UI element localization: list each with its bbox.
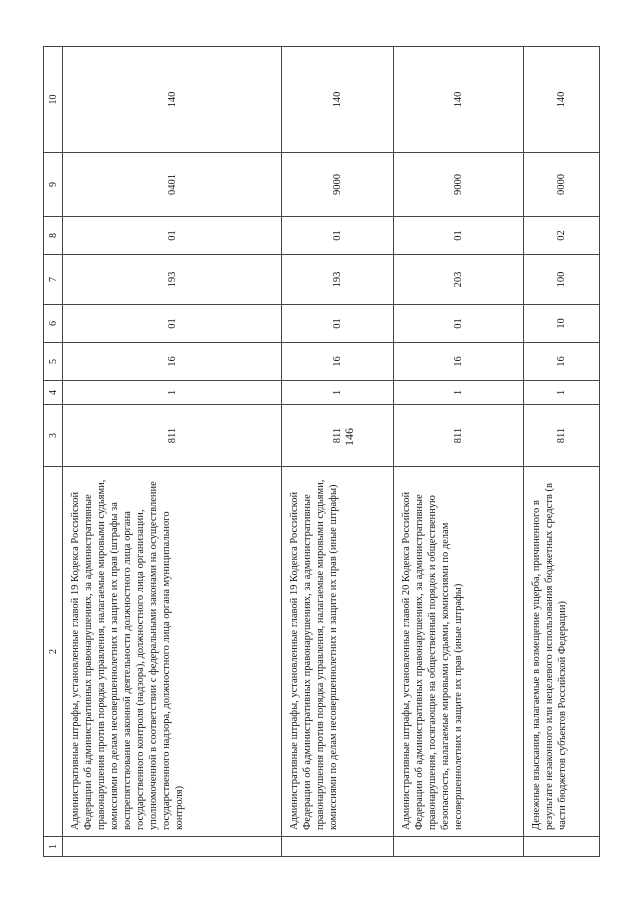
row-number-cell (524, 837, 600, 857)
budget-classification-table (43, 46, 600, 857)
header-cell: 6 (44, 305, 63, 343)
code-cell: 10 (524, 305, 600, 343)
description-cell: Денежные взыскания, налагаемые в возмещение ущерба, причиненного в результате незаконного или нецелевого использования бюджетных средств (в части бюджетов субъектов Российской Федерации) (524, 467, 600, 837)
code-cell: 193 (63, 255, 282, 305)
row-number-cell (282, 837, 394, 857)
code-cell: 140 (63, 47, 282, 153)
header-cell: 1 (44, 837, 63, 857)
code-cell: 01 (282, 217, 394, 255)
header-cell: 10 (44, 47, 63, 153)
code-cell: 16 (524, 343, 600, 381)
row-number-cell (394, 837, 524, 857)
document-sheet (43, 47, 598, 857)
code-cell: 100 (524, 255, 600, 305)
header-cell: 3 (44, 405, 63, 467)
code-cell: 1 (524, 381, 600, 405)
description-cell: Административные штрафы, установленные главой 19 Кодекса Российской Федерации об административных правонарушениях, за административные правонарушения против порядка управления, налагаемые мировыми судьями, комиссиями по делам несовершеннолетних и защите их прав (иные штрафы) (282, 467, 394, 837)
header-cell: 8 (44, 217, 63, 255)
table-row (524, 47, 600, 857)
code-cell: 140 (394, 47, 524, 153)
code-cell: 811 (282, 405, 394, 467)
description-cell: Административные штрафы, установленные главой 19 Кодекса Российской Федерации об административных правонарушениях, за административные правонарушения против порядка управления, налагаемые мировыми судьями, комиссиями по делам несовершеннолетних и защите их прав (штрафы за воспрепятствование законной деятельности должностного лица органа государственного контроля (надзора), должностного лица организации, уполномоченной в соответствии с федеральными законами на осуществление государственного надзора, должностного лица органа муниципального контроля) (63, 467, 282, 837)
code-cell: 140 (524, 47, 600, 153)
code-cell: 203 (394, 255, 524, 305)
table-row (63, 47, 282, 857)
code-cell: 811 (524, 405, 600, 467)
code-cell: 16 (394, 343, 524, 381)
code-cell: 1 (394, 381, 524, 405)
code-cell: 9000 (282, 153, 394, 217)
page-number: 146 (342, 428, 356, 446)
header-row (44, 47, 63, 857)
header-cell: 2 (44, 467, 63, 837)
code-cell: 01 (394, 217, 524, 255)
code-cell: 0000 (524, 153, 600, 217)
code-cell: 811 (394, 405, 524, 467)
row-number-cell (63, 837, 282, 857)
code-cell: 811 (63, 405, 282, 467)
table-row (282, 47, 394, 857)
header-cell: 9 (44, 153, 63, 217)
code-cell: 16 (63, 343, 282, 381)
code-cell: 01 (63, 305, 282, 343)
code-cell: 02 (524, 217, 600, 255)
code-cell: 1 (282, 381, 394, 405)
code-cell: 0401 (63, 153, 282, 217)
code-cell: 9000 (394, 153, 524, 217)
header-cell: 7 (44, 255, 63, 305)
code-cell: 193 (282, 255, 394, 305)
description-cell: Административные штрафы, установленные главой 20 Кодекса Российской Федерации об административных правонарушениях, за административные правонарушения, посягающие на общественный порядок и общественную безопасность, налагаемые мировыми судьями, комиссиями по делам несовершеннолетних и защите их прав (иные штрафы) (394, 467, 524, 837)
code-cell: 01 (394, 305, 524, 343)
code-cell: 01 (282, 305, 394, 343)
code-cell: 01 (63, 217, 282, 255)
header-cell: 4 (44, 381, 63, 405)
header-cell: 5 (44, 343, 63, 381)
code-cell: 1 (63, 381, 282, 405)
code-cell: 140 (282, 47, 394, 153)
code-cell: 16 (282, 343, 394, 381)
table-row (394, 47, 524, 857)
rotated-table-container (43, 47, 598, 857)
